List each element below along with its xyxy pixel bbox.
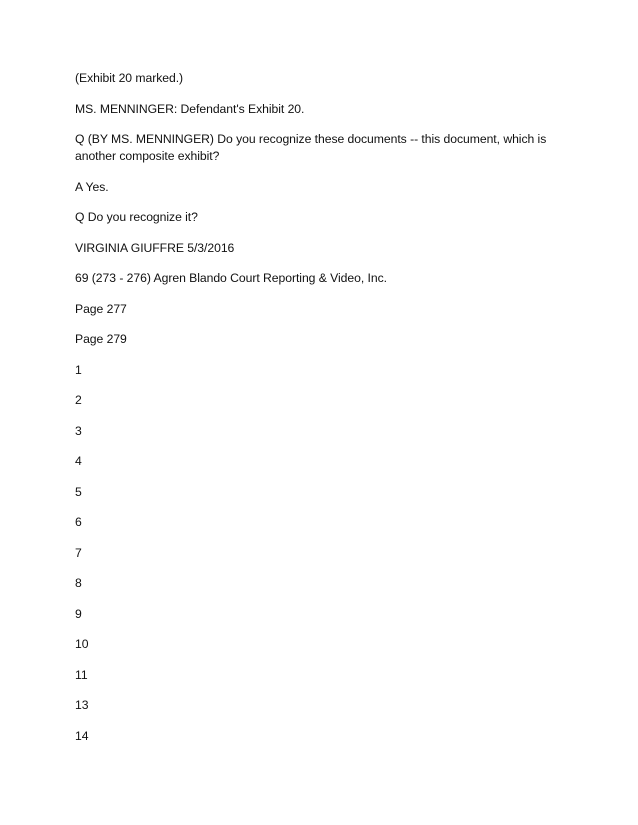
page-range-footer: 69 (273 - 276) Agren Blando Court Reporting & Video, Inc. xyxy=(75,271,387,285)
exhibit-marked-note: (Exhibit 20 marked.) xyxy=(75,71,184,85)
line-number: 10 xyxy=(75,637,89,651)
page-label-279: Page 279 xyxy=(75,332,127,346)
page-label-277: Page 277 xyxy=(75,301,127,316)
line-number: 2 xyxy=(75,393,82,407)
question-recognize-documents: Q (BY MS. MENNINGER) Do you recognize these documents -- this document, which is another composite exhibit? xyxy=(75,132,547,163)
line-number: 8 xyxy=(75,576,82,590)
line-number: 11 xyxy=(75,667,88,682)
transcript-content xyxy=(75,70,565,758)
menninger-statement: MS. MENNINGER: Defendant's Exhibit 20. xyxy=(75,101,305,116)
answer-yes: A Yes. xyxy=(75,179,109,194)
line-number: 1 xyxy=(75,362,82,377)
question-recognize-it: Q Do you recognize it? xyxy=(75,210,198,224)
line-number: 6 xyxy=(75,515,82,529)
line-number: 7 xyxy=(75,545,82,560)
line-number: 13 xyxy=(75,698,89,712)
line-number: 14 xyxy=(75,728,89,743)
line-number: 5 xyxy=(75,484,82,499)
line-number: 4 xyxy=(75,454,82,468)
line-number: 9 xyxy=(75,606,82,621)
line-number: 3 xyxy=(75,423,82,438)
line-number-list xyxy=(75,362,565,745)
deponent-header: VIRGINIA GIUFFRE 5/3/2016 xyxy=(75,240,235,255)
